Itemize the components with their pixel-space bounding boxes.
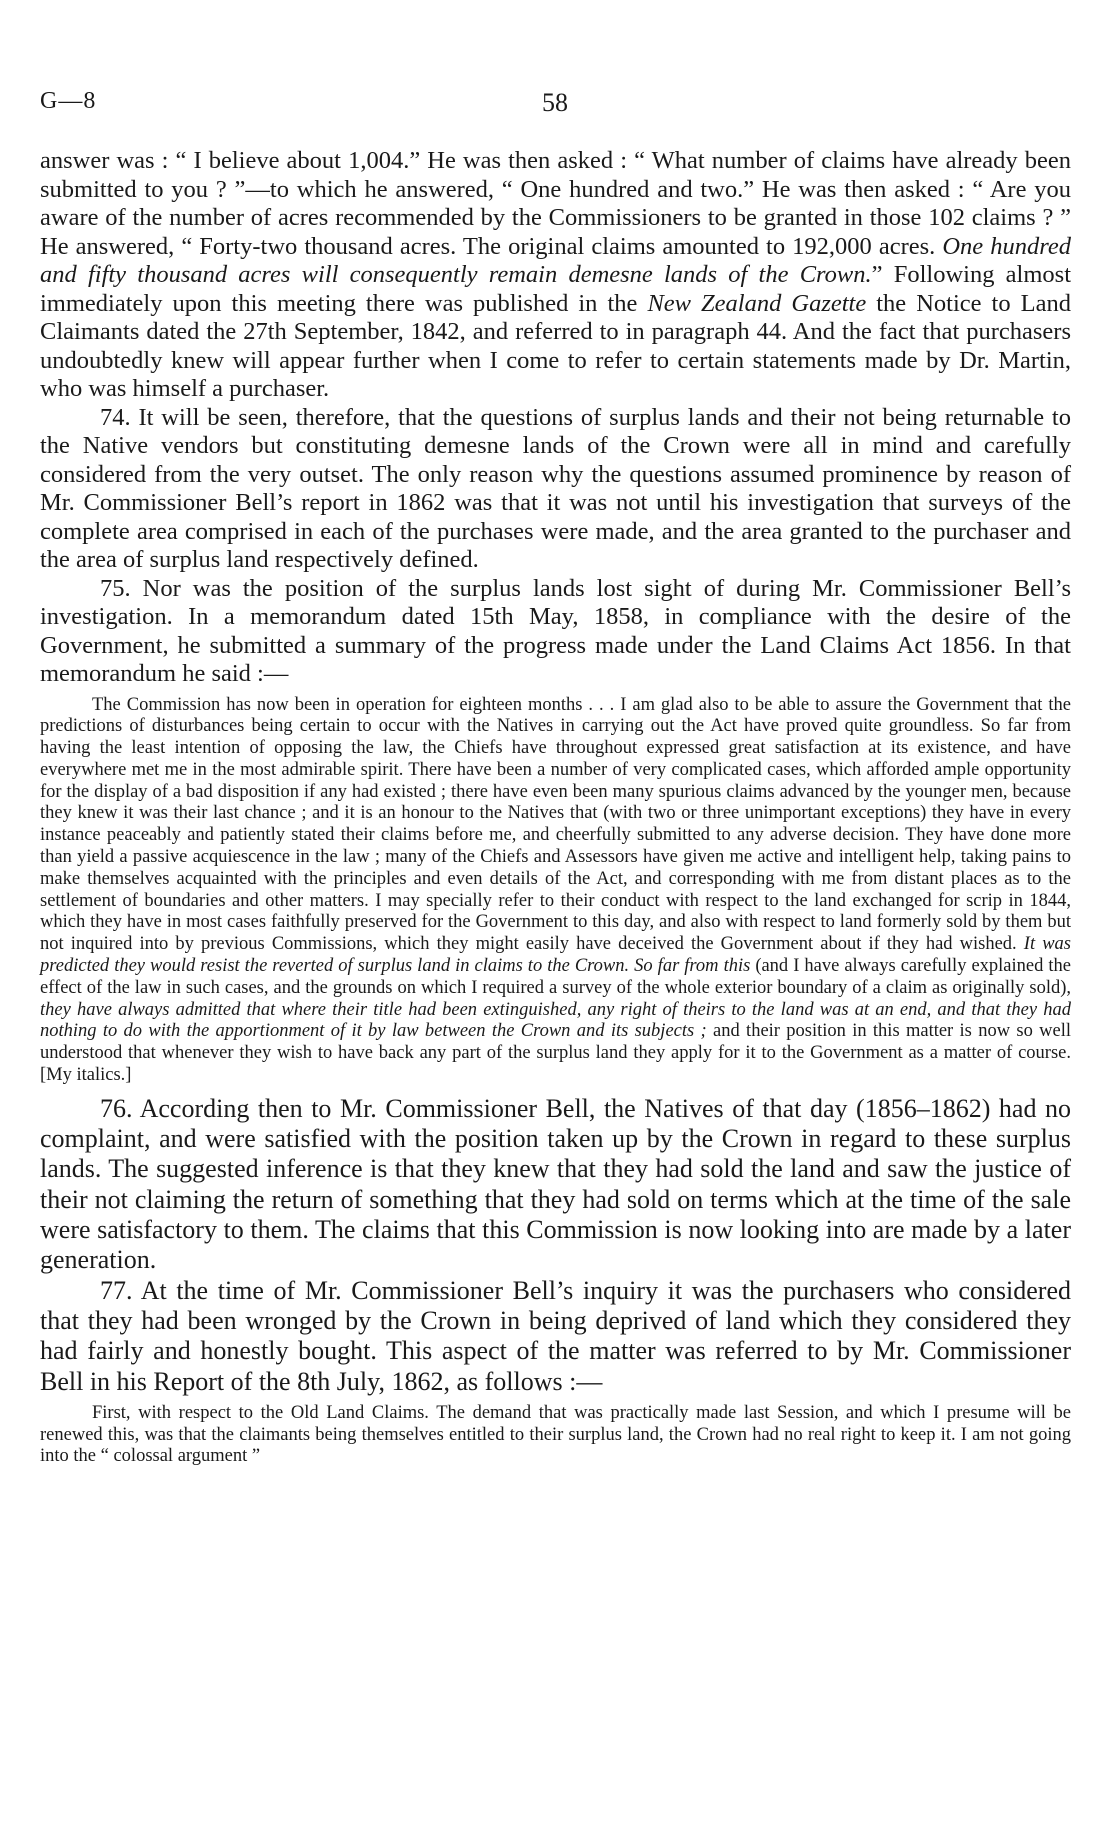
italic-text: they have always admitted that where their title had been extinguished, any right of theirs to the land was at an end, and that they had nothing to do with the apportionment of it by law between the Crown and its subjects ; [40, 999, 1071, 1042]
italic-text: New Zealand Gazette [647, 289, 867, 317]
quote-text: The Commission has now been in operation for eighteen months . . . I am glad also to be able to assure the Government that the predictions of disturbances being certain to occur with the Natives in carrying out the Act have proved quite groundless. So far from having the least intention of opposing the law, the Chiefs have throughout expressed great satisfaction at its existence, and have everywhere met me in the most admirable spirit. There have been a number of very complicated cases, which afforded ample opportunity for the display of a bad disposition if any had existed ; there have even been many spurious claims advanced by the younger men, because they knew it was their last chance ; and it is an honour to the Natives that (with two or three unimportant exceptions) they have in every instance peaceably and patiently stated their claims before me, and cheerfully submitted to any adverse decision. They have done more than yield a passive acquiescence in the law ; many of the Chiefs and Assessors have given me active and intelligent help, taking pains to make themselves acquainted with the principles and even details of the Act, and corresponding with me from distant places as to the settlement of boundaries and other matters. I may specially refer to their conduct with respect to the land exchanged for scrip in 1844, which they have in most cases faithfully preserved for the Government to this day, and also with respect to land formerly sold by them but not inquired into by previous Commissions, which they might easily have deceived the Government about if they had wished. [40, 694, 1071, 955]
paragraph-77: 77. At the time of Mr. Commissioner Bell’s inquiry it was the purchasers who considered that they had been wronged by the Crown in being deprived of land which they considered they had fairly and honestly bought. This aspect of the matter was referred to by Mr. Commissioner Bell in his Report of the 8th July, 1862, as follows :— [40, 1275, 1071, 1396]
page-number: 58 [542, 88, 568, 117]
quote-text: (and I have always carefully explained the effect of the law in such cases, and the grounds on which I required a survey of the whole exterior boundary of a claim as originally sold), [40, 956, 1071, 998]
paragraph-text: answer was : “ I believe about 1,004.” He was then asked : “ What number of claims have already been submitted to you ? ”—to which he answered, “ One hundred and two.” He was then asked : “ Are you aware of the number of acres recommended by the Commissioners to be granted in those 102 claims ? ” He answered, “ Forty-two thousand acres. The original claims amounted to 192,000 acres. [40, 147, 1071, 260]
italic-text: One hundred and fifty thousand acres will consequently remain demesne lands of the Crown. [40, 232, 1071, 288]
paragraph-75: 75. Nor was the position of the surplus lands lost sight of during Mr. Commissioner Bell’s investigation. In a memorandum dated 15th May, 1858, in compliance with the desire of the Government, he submitted a summary of the progress made under the Land Claims Act 1856. In that memorandum he said :— [40, 574, 1071, 687]
paragraph-text: the Notice to Land Claimants dated the 27th September, 1842, and referred to in paragraph 44. And the fact that purchasers undoubtedly knew will appear further when I come to refer to certain statements made by Dr. Martin, who was himself a purchaser. [40, 289, 1071, 402]
quote-text: and their position in this matter is now so well understood that whenever they wish to have back any part of the surplus land they apply for it to the Government as a matter of course. [My italics.] [40, 1021, 1071, 1086]
page-body [40, 147, 1071, 1475]
paragraph-74: 74. It will be seen, therefore, that the questions of surplus lands and their not being returnable to the Native vendors but constituting demesne lands of the Crown were all in mind and carefully considered from the very outset. The only reason why the questions assumed prominence by reason of Mr. Commissioner Bell’s report in 1862 was that it was not until his investigation that surveys of the complete area comprised in each of the purchases were made, and the area granted to the purchaser and the area of surplus land respectively defined. [40, 403, 1071, 573]
paragraph-text: ” Following almost immediately upon this meeting there was published in the [40, 261, 1071, 317]
italic-text: It was predicted they would resist the reverted of surplus land in claims to the Crown. So far from this [40, 934, 1071, 977]
block-quote-report: First, with respect to the Old Land Claims. The demand that was practically made last Session, and which I presume will be renewed this, was that the claimants being themselves entitled to their surplus land, the Crown had no real right to keep it. I am not going into the “ colossal argument ” [40, 1402, 1071, 1467]
running-head [40, 88, 1070, 118]
document-reference: G—8 [40, 88, 97, 114]
paragraph-76: 76. According then to Mr. Commissioner Bell, the Natives of that day (1856–1862) had no complaint, and were satisfied with the position taken up by the Crown in regard to these surplus lands. The suggested inference is that they knew that they had sold the land and saw the justice of their not claiming the return of something that they had sold on terms which at the time of the sale were satisfactory to them. The claims that this Commission is now looking into are made by a later generation. [40, 1093, 1071, 1275]
paragraph-continuation [40, 147, 1071, 404]
block-quote-memorandum [40, 695, 1071, 1087]
